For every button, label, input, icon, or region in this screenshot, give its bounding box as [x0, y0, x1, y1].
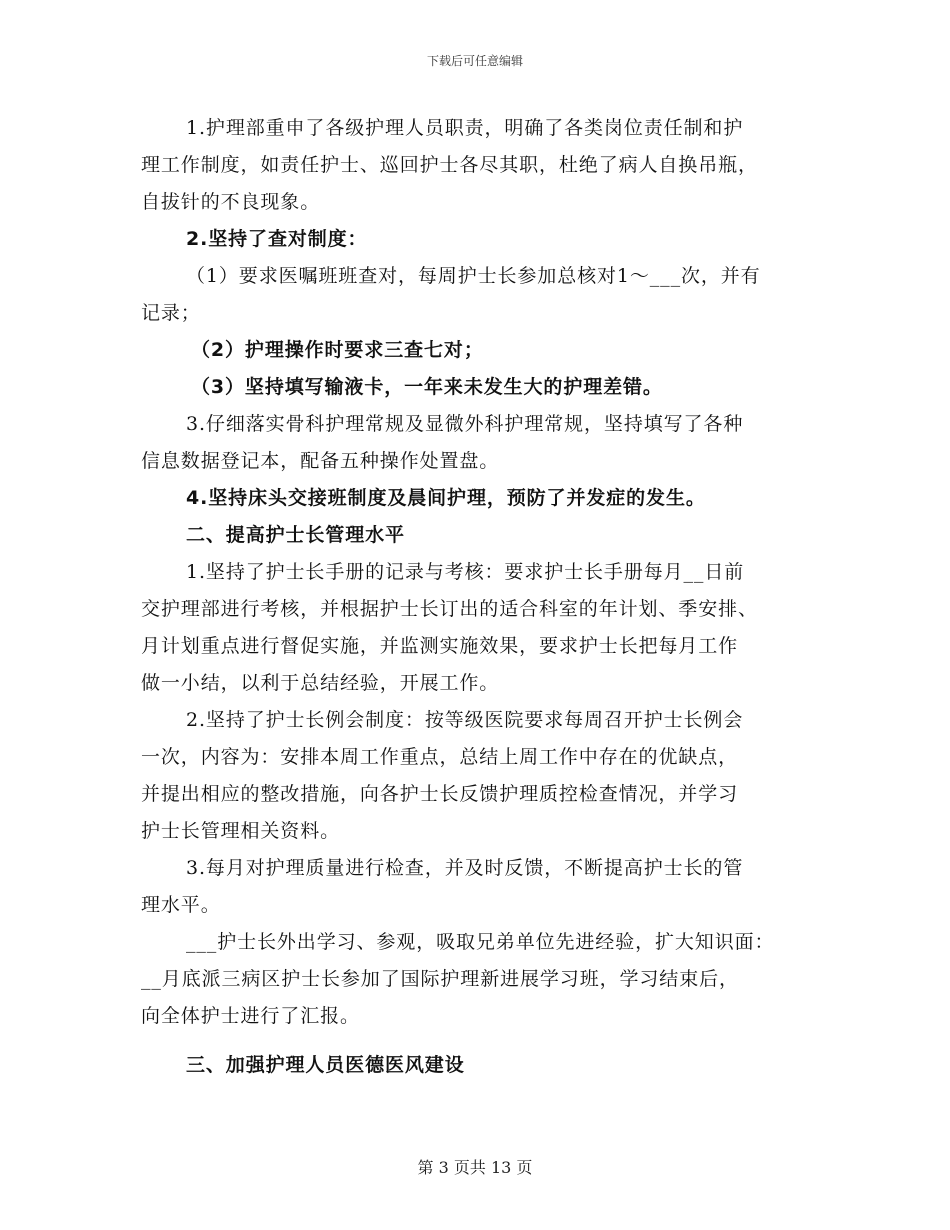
paragraph-line: 记录；	[141, 302, 201, 324]
paragraph-line: ___护士长外出学习、参观，吸取兄弟单位先进经验，扩大知识面：	[186, 931, 775, 953]
section-heading: 二、提高护士长管理水平	[186, 524, 405, 546]
paragraph-line: 向全体护士进行了汇报。	[141, 1005, 360, 1027]
paragraph-line: 3.每月对护理质量进行检查，并及时反馈，不断提高护士长的管	[186, 857, 744, 879]
section-heading: （2）护理操作时要求三查七对；	[191, 339, 484, 361]
section-heading: （3）坚持填写输液卡，一年来未发生大的护理差错。	[191, 376, 663, 398]
paragraph-line: 1.坚持了护士长手册的记录与考核：要求护士长手册每月__日前	[186, 561, 745, 583]
paragraph-line: 1.护理部重申了各级护理人员职责，明确了各类岗位责任制和护	[186, 117, 744, 139]
paragraph-line: 一次，内容为：安排本周工作重点，总结上周工作中存在的优缺点，	[141, 746, 739, 768]
paragraph-line: 理工作制度，如责任护士、巡回护士各尽其职，杜绝了病人自换吊瓶，	[141, 154, 758, 176]
paragraph-line: 护士长管理相关资料。	[141, 820, 341, 842]
document-body	[141, 110, 813, 1084]
paragraph-line: __月底派三病区护士长参加了国际护理新进展学习班，学习结束后，	[141, 968, 739, 990]
paragraph-line: 交护理部进行考核，并根据护士长订出的适合科室的年计划、季安排、	[141, 598, 758, 620]
paragraph-line: 月计划重点进行督促实施，并监测实施效果，要求护士长把每月工作	[141, 635, 739, 657]
paragraph-line: 自拔针的不良现象。	[141, 191, 321, 213]
paragraph-line: 并提出相应的整改措施，向各护士长反馈护理质控检查情况，并学习	[141, 783, 739, 805]
paragraph-line: 理水平。	[141, 894, 221, 916]
page-footer: 第 3 页共 13 页	[417, 1158, 533, 1177]
paragraph-line: 2.坚持了护士长例会制度：按等级医院要求每周召开护士长例会	[186, 709, 744, 731]
paragraph-line: 做一小结，以利于总结经验，开展工作。	[141, 672, 500, 694]
section-heading: 4.坚持床头交接班制度及晨间护理，预防了并发症的发生。	[186, 487, 706, 509]
paragraph-line: 信息数据登记本，配备五种操作处置盘。	[141, 450, 500, 472]
paragraph-gap	[141, 1035, 813, 1047]
paragraph-line: （1）要求医嘱班班查对，每周护士长参加总核对1～___次，并有	[186, 265, 761, 287]
page-header: 下载后可任意编辑	[426, 54, 523, 68]
section-heading: 三、加强护理人员医德医风建设	[186, 1054, 465, 1076]
section-heading: 2.坚持了查对制度：	[186, 228, 368, 250]
paragraph-line: 3.仔细落实骨科护理常规及显微外科护理常规，坚持填写了各种	[186, 413, 744, 435]
